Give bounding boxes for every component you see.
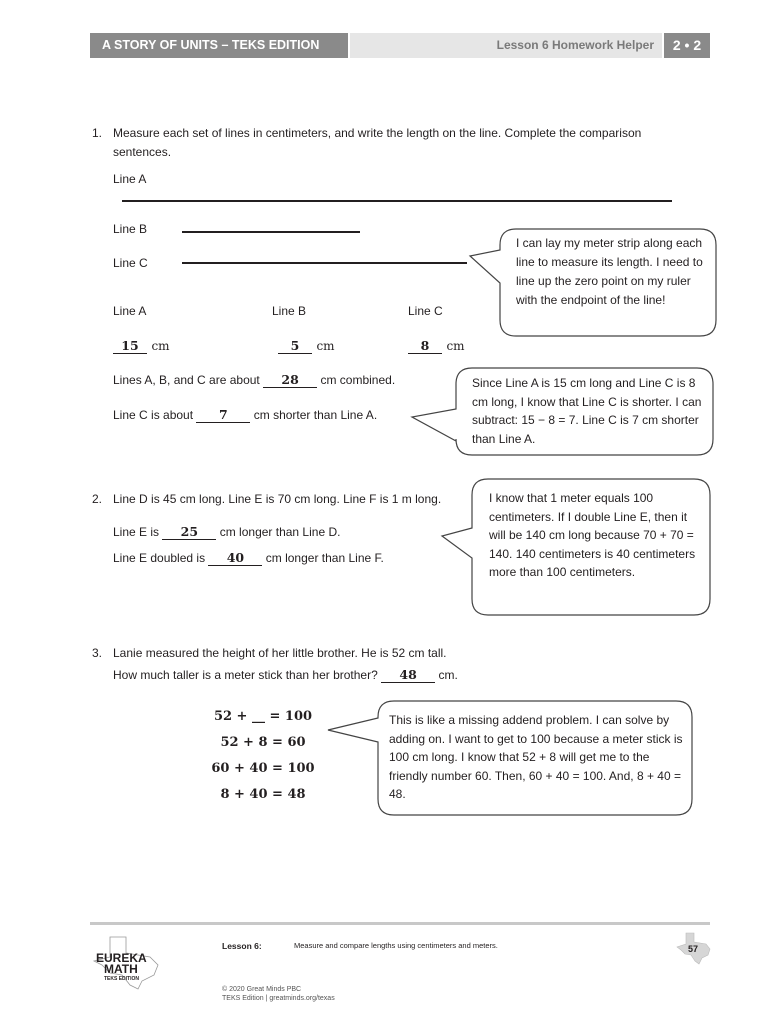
unit-cm: cm xyxy=(151,339,170,353)
footer-edition: TEKS Edition | greatminds.org/texas xyxy=(222,995,335,1002)
bubble3-text: I know that 1 meter equals 100 centimeters. If I double Line E, then it will be 140 cm long because 70 + 70 = 140. 140 centimeters is 40 centimeters more than 100 centimeters. xyxy=(489,491,696,579)
prompt2-post: cm. xyxy=(438,668,458,682)
line-e-sentence xyxy=(113,525,340,540)
unit-cm: cm xyxy=(446,339,465,353)
e-post: cm longer than Line D. xyxy=(219,525,341,539)
problem3-prompt2 xyxy=(113,668,458,683)
problem1-prompt-line1: Measure each set of lines in centimeters, and write the length on the line. Complete the comparison xyxy=(113,126,642,140)
equation-4: 8 + 40 = 48 xyxy=(220,787,306,802)
problem-number: 1. xyxy=(92,126,103,140)
doubled-sentence xyxy=(113,551,384,566)
problem-number: 2. xyxy=(92,492,103,506)
problem-number: 3. xyxy=(92,646,103,660)
problem2-prompt: Line D is 45 cm long. Line E is 70 cm long. Line F is 1 m long. xyxy=(113,492,442,506)
equation-1: 52 + __ = 100 xyxy=(213,709,313,724)
logo-math: MATH xyxy=(104,962,138,976)
logo-eureka: EUREKA xyxy=(96,951,147,965)
problem1-prompt-line2: sentences. xyxy=(113,145,172,159)
problem3-answer: 48 xyxy=(381,668,435,683)
line-c xyxy=(182,262,467,264)
e-pre: Line E is xyxy=(113,525,160,539)
e-answer: 25 xyxy=(162,525,216,540)
line-a-label: Line A xyxy=(113,172,147,186)
shorter-answer: 7 xyxy=(196,408,250,423)
doubled-answer: 40 xyxy=(208,551,262,566)
answer-line-c: 8 xyxy=(408,339,442,354)
lesson-title: Lesson 6 Homework Helper xyxy=(350,33,662,58)
doubled-pre: Line E doubled is xyxy=(113,551,206,565)
prompt2-pre: How much taller is a meter stick than her brother? xyxy=(113,668,378,682)
col-a-label: Line A xyxy=(113,304,147,318)
combined-sentence xyxy=(113,373,395,388)
footer-lesson-desc: Measure and compare lengths using centimeters and meters. xyxy=(294,941,498,950)
col-c-label: Line C xyxy=(408,304,443,318)
line-b-label: Line B xyxy=(113,222,148,236)
series-title: A STORY OF UNITS – TEKS EDITION xyxy=(90,33,348,58)
grade-module-badge: 2 • 2 xyxy=(664,33,710,58)
line-c-label: Line C xyxy=(113,256,148,270)
shorter-pre: Line C is about xyxy=(113,408,194,422)
answer-line-b: 5 xyxy=(278,339,312,354)
shorter-post: cm shorter than Line A. xyxy=(253,408,378,422)
line-b xyxy=(182,231,360,233)
combined-answer: 28 xyxy=(263,373,317,388)
logo-teks: TEKS EDITION xyxy=(104,976,140,982)
col-b-label: Line B xyxy=(272,304,307,318)
bubble2-text: Since Line A is 15 cm long and Line C is 8 cm long, I know that Line C is shorter. I can subtract: 15 − 8 = 7. Line C is 7 cm shorter than Line A. xyxy=(472,376,702,446)
eureka-math-logo xyxy=(92,935,164,990)
page-number: 57 xyxy=(688,944,699,954)
equation-3: 60 + 40 = 100 xyxy=(211,761,315,776)
footer-lesson-label: Lesson 6: xyxy=(222,941,262,951)
line-a xyxy=(122,200,672,202)
bubble4-text: This is like a missing addend problem. I can solve by adding on. I want to get to 100 because a meter stick is 100 cm long. I know that 52 + 8 will get me to the friendly number 60. Then, 60 + 40 = 100. And, 8 + 40 = 48. xyxy=(389,713,683,801)
problem3-prompt1: Lanie measured the height of her little brother. He is 52 cm tall. xyxy=(113,646,447,660)
answer-line-a: 15 xyxy=(113,339,147,354)
doubled-post: cm longer than Line F. xyxy=(265,551,384,565)
combined-post: cm combined. xyxy=(320,373,396,387)
footer-rule xyxy=(90,922,710,925)
shorter-sentence xyxy=(113,408,377,423)
footer-copyright: © 2020 Great Minds PBC xyxy=(222,986,302,993)
equation-2: 52 + 8 = 60 xyxy=(220,735,306,750)
unit-cm: cm xyxy=(316,339,335,353)
combined-pre: Lines A, B, and C are about xyxy=(113,373,260,387)
bubble1-text: I can lay my meter strip along each line to measure its length. I need to line up the zero point on my ruler with the endpoint of the line! xyxy=(516,236,703,307)
